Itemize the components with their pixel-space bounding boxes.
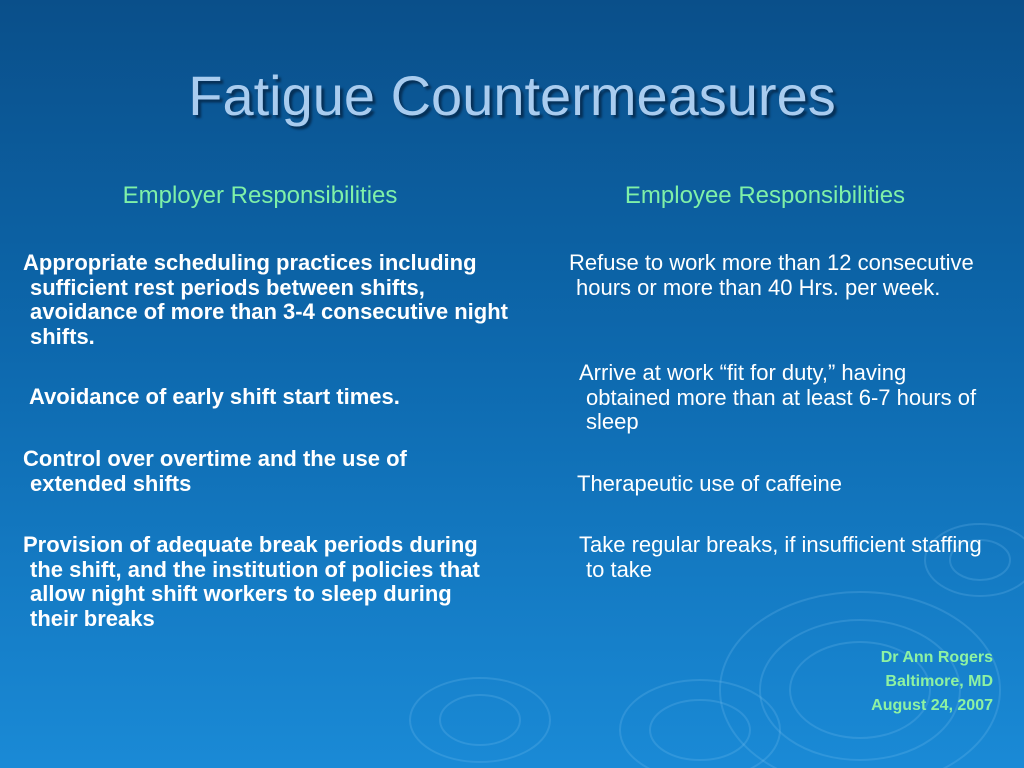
employee-responsibilities-heading: Employee Responsibilities (624, 182, 906, 209)
slide-title: Fatigue Countermeasures (188, 64, 836, 127)
employer-item: Provision of adequate break periods during the shift, and the institution of policies that allow night shift workers to sleep during their breaks (23, 532, 480, 631)
employee-item: Therapeutic use of caffeine (577, 471, 842, 496)
credit-date: August 24, 2007 (871, 697, 993, 714)
employer-item: Control over overtime and the use of extended shifts (23, 446, 407, 496)
employee-item: Take regular breaks, if insufficient staffing to take (579, 532, 982, 582)
credit-location: Baltimore, MD (885, 673, 993, 690)
employer-item: Appropriate scheduling practices including sufficient rest periods between shifts, avoidance of more than 3-4 consecutive night shifts. (23, 250, 508, 349)
employee-item: Refuse to work more than 12 consecutive hours or more than 40 Hrs. per week. (569, 250, 974, 300)
credit-name: Dr Ann Rogers (880, 649, 993, 666)
employee-item: Arrive at work “fit for duty,” having obtained more than at least 6-7 hours of sleep (579, 360, 977, 434)
employer-responsibilities-heading: Employer Responsibilities (122, 182, 398, 209)
employer-item: Avoidance of early shift start times. (29, 384, 400, 409)
